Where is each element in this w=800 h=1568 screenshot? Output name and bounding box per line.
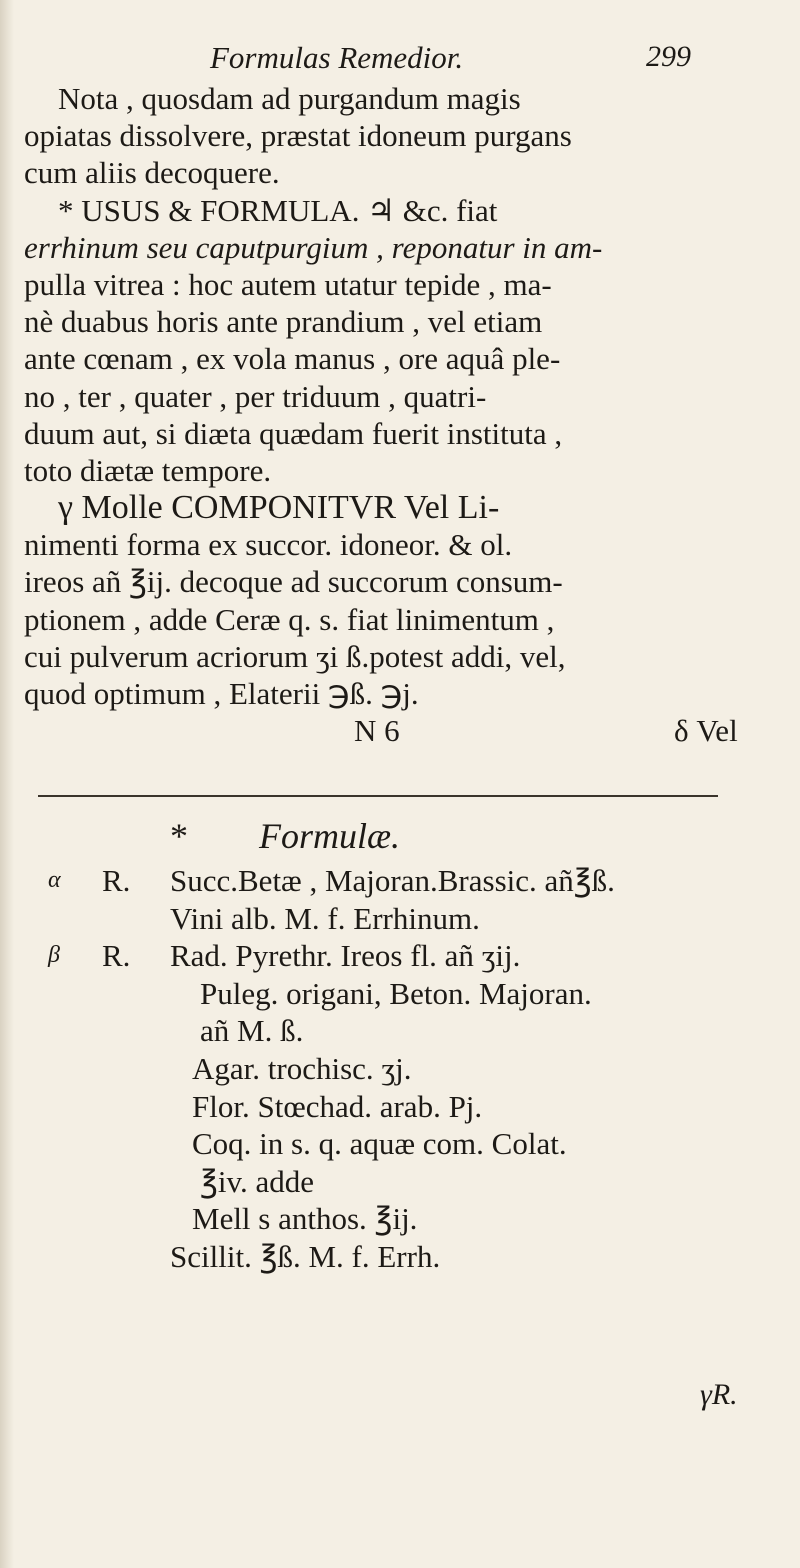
recipe-text: Succ.Betæ , Majoran.Brassic. añ℥ß. <box>170 863 615 898</box>
recipe-list <box>40 862 770 1276</box>
text-line: no , ter , quater , per triduum , quatri- <box>24 378 487 414</box>
recipe-line <box>40 1200 770 1238</box>
text-line: ptionem , adde Ceræ q. s. fiat linimentum , <box>24 601 555 637</box>
recipe-text: Coq. in s. q. aquæ com. Colat. <box>192 1126 567 1162</box>
divider-rule <box>38 795 718 797</box>
signature-row <box>24 712 754 749</box>
recipe-symbol: R. <box>102 938 131 974</box>
recipe-line <box>40 1050 770 1088</box>
text-line: duum aut, si diæta quædam fuerit instituta , <box>24 415 563 451</box>
recipe-text: Flor. Stœchad. arab. Pj. <box>192 1088 483 1124</box>
recipe-line <box>40 1163 770 1201</box>
recipe-text: Agar. trochisc. ʒj. <box>192 1050 412 1086</box>
recipe-line <box>40 900 770 938</box>
gutter-shadow <box>0 0 14 1568</box>
text-line: quod optimum , Elaterii ℈ß. ℈j. <box>24 676 419 711</box>
text-line: Nota , quosdam ad purgandum magis <box>58 81 521 116</box>
recipe-line <box>40 937 770 975</box>
recipe-text: Rad. Pyrethr. Ireos fl. añ ʒij. <box>170 938 521 974</box>
recipe-text: Vini alb. M. f. Errhinum. <box>170 900 480 936</box>
recipe-text: Mell s anthos. ℥ij. <box>192 1201 418 1237</box>
signature-mark: N 6 <box>354 713 400 749</box>
text-line: γ Molle COMPONITVR Vel Li- <box>58 489 500 527</box>
text-line: * USUS & FORMULA. ♃ &c. fiat <box>58 192 498 228</box>
recipe-symbol: R. <box>102 863 131 898</box>
recipe-text: ℥iv. adde <box>200 1163 315 1199</box>
text-line: pulla vitrea : hoc autem utatur tepide , ma- <box>24 266 552 302</box>
recipe-line <box>40 975 770 1013</box>
recipe-marker: α <box>48 867 61 893</box>
text-line: opiatas dissolvere, præstat idoneum purgans <box>24 118 572 154</box>
catchword: δ Vel <box>674 713 738 749</box>
running-title: Formulas Remedior. <box>210 40 464 75</box>
recipe-line <box>40 1012 770 1050</box>
recipe-line <box>40 1125 770 1163</box>
formulae-heading <box>170 815 400 857</box>
text-line: errhinum seu caputpurgium , reponatur in am- <box>24 229 603 265</box>
text-line: nè duabus horis ante prandium , vel etiam <box>24 304 543 340</box>
text-line: cum aliis decoquere. <box>24 155 280 191</box>
asterisk-mark: * <box>170 816 188 856</box>
text-line: ante cœnam , ex vola manus , ore aquâ ple- <box>24 341 561 377</box>
tail-catchword: γR. <box>700 1378 738 1411</box>
recipe-text: Scillit. ℥ß. M. f. Errh. <box>170 1238 441 1274</box>
recipe-marker: β <box>48 942 60 969</box>
formulae-title: Formulæ. <box>259 816 401 856</box>
recipe-line <box>40 1088 770 1126</box>
recipe-line <box>40 1238 770 1276</box>
page-number: 299 <box>646 40 691 73</box>
text-line: cui pulverum acriorum ʒi ß.potest addi, vel, <box>24 638 566 674</box>
text-line: toto diætæ tempore. <box>24 452 272 488</box>
text-line: nimenti forma ex succor. idoneor. & ol. <box>24 527 513 563</box>
recipe-text: añ M. ß. <box>200 1013 304 1049</box>
recipe-text: Puleg. origani, Beton. Majoran. <box>200 975 592 1011</box>
main-text-block <box>24 80 754 749</box>
text-line: ireos añ ℥ij. decoque ad succorum consum- <box>24 564 563 600</box>
recipe-line <box>40 862 770 900</box>
